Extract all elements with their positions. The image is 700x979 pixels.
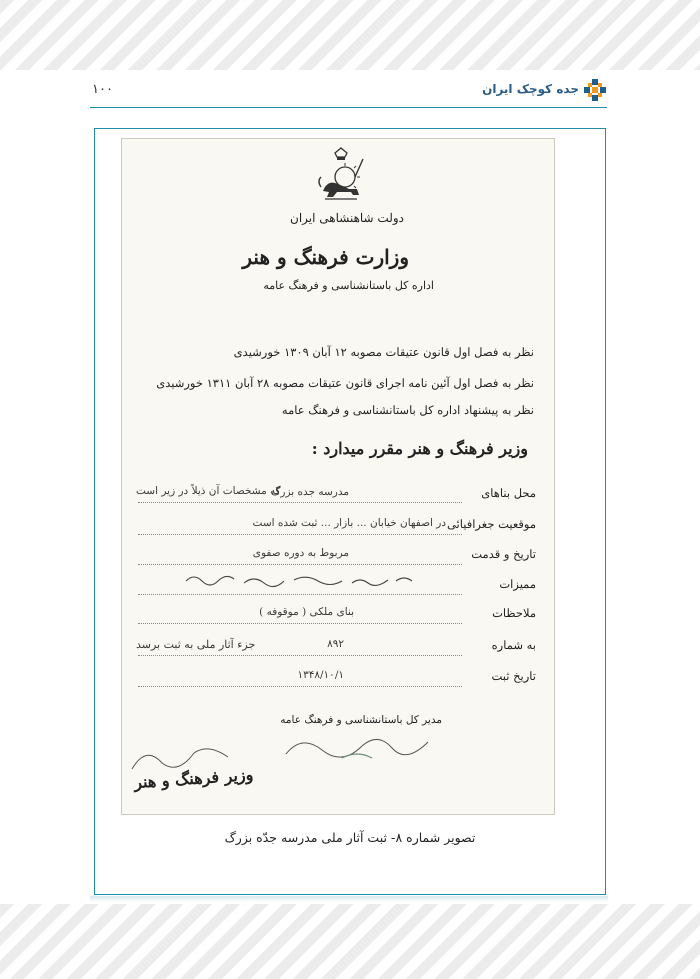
diamond-logo-icon: [583, 78, 607, 102]
page-number: ۱۰۰: [92, 82, 113, 97]
dotted-line: [138, 564, 462, 565]
ministry-title: وزارت فرهنگ و هنر: [242, 245, 409, 269]
dotted-line: [138, 502, 462, 503]
registration-certificate: [121, 138, 555, 815]
dotted-line: [138, 623, 462, 624]
field-value-number: ۸۹۲: [327, 638, 344, 650]
director-signature-line: مدیر کل باستانشناسی و فرهنگ عامه: [280, 714, 442, 726]
field-value-remarks: بنای ملکی ( موقوفه ): [259, 606, 354, 618]
field-extra-location: که مشخصات آن ذیلاً در زیر است: [136, 485, 281, 497]
field-label-date: تاریخ و قدمت: [471, 547, 536, 561]
dotted-line: [138, 534, 462, 535]
field-value-registration-date: ۱۳۴۸/۱۰/۱: [297, 669, 344, 681]
dotted-line: [138, 655, 462, 656]
handwriting-scribble: [184, 571, 414, 589]
header-divider: [90, 107, 607, 108]
page-header: [90, 72, 607, 112]
field-label-remarks: ملاحظات: [492, 606, 536, 620]
directorate-name: اداره کل باستانشناسی و فرهنگ عامه: [263, 279, 434, 292]
bottom-stripe-band: [0, 904, 700, 979]
top-stripe-band: [0, 0, 700, 70]
field-label-geography: موقعیت جغرافیائی: [446, 517, 536, 531]
field-value-date: مربوط به دوره صفوی: [252, 547, 349, 559]
field-extra-number: جزء آثار ملی به ثبت برسد: [136, 638, 256, 651]
decree-announcement: وزیر فرهنگ و هنر مقرر میدارد :: [311, 439, 528, 458]
book-title: جده کوچک ایران: [482, 82, 579, 96]
minister-signature: وزیر فرهنگ و هنر: [133, 764, 254, 793]
field-label-location: محل بناهای: [481, 486, 536, 500]
lion-and-sun-emblem-icon: [315, 147, 367, 203]
legal-line: نظر به پیشنهاد اداره کل باستانشناسی و فرهنگ عامه: [281, 403, 534, 417]
field-label-features: ممیزات: [499, 577, 536, 591]
field-value-location: مدرسه جده بزرگ: [271, 486, 349, 498]
legal-line: نظر به فصل اول آئین نامه اجرای قانون عتیقات مصوبه ۲۸ آبان ۱۳۱۱ خورشیدی: [156, 376, 534, 390]
legal-line: نظر به فصل اول قانون عتیقات مصوبه ۱۲ آبان ۱۳۰۹ خورشیدی: [233, 345, 534, 359]
signature-scribble: [282, 724, 432, 764]
frame-shadow: [90, 896, 608, 902]
dotted-line: [138, 594, 462, 595]
figure-caption: تصویر شماره ۸- ثبت آثار ملی مدرسه جدّه بزرگ: [224, 830, 476, 845]
state-name: دولت شاهنشاهی ایران: [290, 211, 404, 225]
field-label-registration-date: تاریخ ثبت: [491, 669, 536, 683]
field-value-geography: در اصفهان خیابان ... بازار ... ثبت شده است: [252, 517, 446, 529]
field-label-number: به شماره: [491, 638, 536, 652]
dotted-line: [138, 686, 462, 687]
